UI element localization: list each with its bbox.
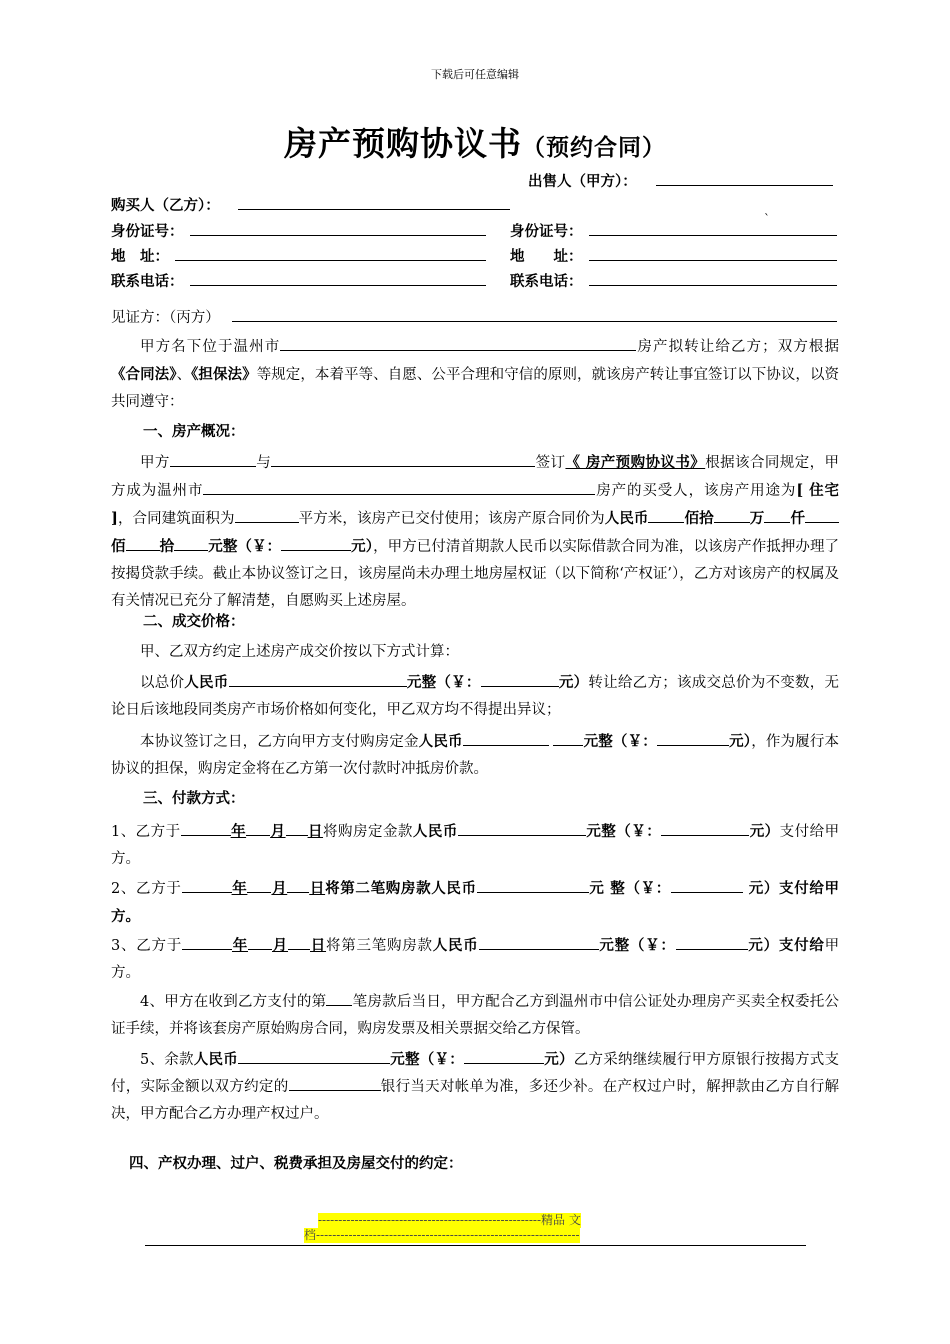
payment-item-5: 5、余款人民币 元整（￥： 元）乙方采纳继续履行甲方原银行按揭方式支付，实际金额以双方约定的 银行当天对帐单为准，多还少补。在产权过户时，解押款由乙方自行解决，甲方配合乙方办理产权过户。: [111, 1051, 840, 1122]
header-note: 下载后可任意编辑: [431, 68, 519, 81]
payment-item-3: 3、乙方于 年 月 日将第三笔购房款人民币 元整（￥： 元）支付给甲方。: [111, 937, 840, 981]
title-main: 房产预购协议书: [284, 124, 522, 163]
seller-phone-blank: [589, 285, 837, 286]
section2-p1: 甲、乙双方约定上述房产成交价按以下方式计算：: [140, 644, 459, 660]
seller-id-label: 身份证号：: [510, 223, 583, 240]
section1-paragraph: 甲方 与 签订《 房产预购协议书》根据该合同规定，甲方成为温州市 房产的买受人，该房产用途为[ 住宅 ]，合同建筑面积为 平方米，该房产已交付使用；该房产原合同价为人民币 佰拾 万 仟佰 拾 元整（￥： 元），甲方已付清首期款人民币以实际借款合同为准，以该房产作抵押办理了按揭贷款手续。截止本协议签订之日，该房屋尚未办理土地房屋权证（以下简称‘产权证’），乙方对该房产的权属及有关情况已充分了解清楚，自愿购买上述房屋。: [111, 454, 840, 609]
seller-address-label: 地 址：: [510, 248, 583, 265]
seller-address-blank: [589, 260, 837, 261]
section3-heading: 三、付款方式：: [143, 790, 245, 807]
payment-item-1: 1、乙方于 年 月 日将购房定金款人民币 元整（￥： 元）支付给甲方。: [111, 823, 840, 867]
section2-p3: 本协议签订之日，乙方向甲方支付购房定金人民币 元整（￥： 元），作为履行本协议的担保，购房定金将在乙方第一次付款时冲抵房价款。: [111, 733, 840, 777]
section2-p2: 以总价人民币 元整（￥： 元）转让给乙方；该成交总价为不变数，无论日后该地段同类房产市场价格如何变化，甲乙双方均不得提出异议；: [111, 674, 840, 718]
seller-phone-label: 联系电话：: [510, 273, 583, 290]
buyer-address-blank: [175, 260, 486, 261]
document-title: [0, 118, 950, 165]
seller-blank: [656, 185, 833, 186]
buyer-address-label: 地 址：: [111, 248, 169, 265]
buyer-phone-blank: [190, 285, 486, 286]
stray-mark: `: [764, 212, 770, 226]
footer-rule: [145, 1245, 806, 1246]
buyer-id-blank: [190, 235, 486, 236]
payment-item-2: 2、乙方于 年 月 日将第二笔购房款人民币 元 整（￥： 元）支付给甲方。: [111, 880, 840, 925]
buyer-id-label: 身份证号：: [111, 223, 184, 240]
seller-label: 出售人（甲方）：: [528, 173, 637, 190]
footer-watermark-line2: 档-----------------------------------------------------------------: [304, 1228, 580, 1242]
payment-item-4: 4、甲方在收到乙方支付的第 笔房款后当日，甲方配合乙方到温州市中信公证处办理房产买卖全权委托公证手续，并将该套房产原始购房合同，购房发票及相关票据交给乙方保管。: [111, 989, 839, 1043]
witness-blank: [232, 321, 837, 322]
buyer-phone-label: 联系电话：: [111, 273, 184, 290]
section4-heading: 四、产权办理、过户、税费承担及房屋交付的约定：: [129, 1155, 463, 1172]
buyer-label: 购买人（乙方）：: [111, 197, 220, 214]
seller-id-blank: [589, 235, 837, 236]
section2-heading: 二、成交价格：: [143, 613, 245, 630]
footer-watermark-line1: -------------------------------------------------------精品 文: [318, 1213, 581, 1227]
witness-label: 见证方：（丙方）: [111, 310, 220, 326]
section1-heading: 一、房产概况：: [143, 423, 245, 440]
title-sub: （预约合同）: [522, 134, 666, 161]
intro-paragraph: 甲方名下位于温州市 房产拟转让给乙方；双方根据《合同法》、《担保法》等规定，本着平等、自愿、公平合理和守信的原则，就该房产转让事宜签订以下协议，以资共同遵守：: [111, 334, 839, 416]
buyer-blank: [238, 209, 510, 210]
